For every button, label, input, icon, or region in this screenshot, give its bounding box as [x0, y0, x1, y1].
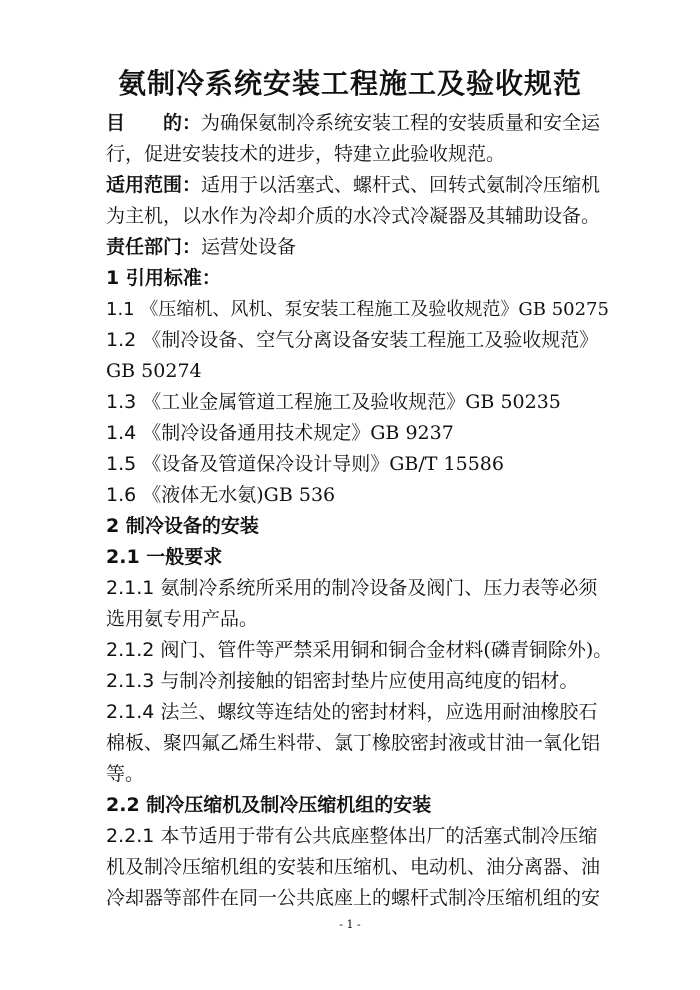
clause-continuation	[106, 728, 606, 759]
item-text: 《压缩机、风机、泵安装工程施工及验收规范》GB 50275	[134, 299, 609, 320]
item-number: 2.1.4	[106, 701, 155, 723]
section-number: 1	[106, 267, 120, 289]
section-number: 2.2	[106, 794, 140, 816]
item-number: 2.1.2	[106, 639, 155, 661]
item-number: 2.1.1	[106, 577, 155, 599]
item-text: GB 50274	[106, 360, 202, 382]
scope-text-1: 适用于以活塞式、螺杆式、回转式氨制冷压缩机	[201, 174, 601, 196]
section-heading	[106, 263, 606, 294]
clause-item	[106, 666, 606, 697]
standard-item	[106, 480, 606, 511]
item-number: 2.2.1	[106, 825, 155, 847]
section-title: 引用标准：	[119, 267, 221, 289]
purpose-line-2	[106, 139, 606, 170]
item-text: 冷却器等部件在同一公共底座上的螺杆式制冷压缩机组的安	[106, 887, 601, 909]
scope-line-2	[106, 201, 606, 232]
item-text: 法兰、螺纹等连结处的密封材料，应选用耐油橡胶石	[154, 701, 598, 723]
clause-item	[106, 573, 606, 604]
section-title: 制冷设备的安装	[119, 515, 259, 537]
section-number: 2.1	[106, 546, 140, 568]
clause-continuation	[106, 852, 606, 883]
subsection-heading	[106, 542, 606, 573]
item-text: 等。	[106, 763, 145, 785]
item-number: 1.2	[106, 329, 137, 351]
clause-continuation	[106, 604, 606, 635]
standard-item	[106, 325, 606, 356]
scope-label: 适用范围：	[106, 174, 202, 196]
standard-item	[106, 294, 609, 325]
section-heading	[106, 511, 606, 542]
item-text: 本节适用于带有公共底座整体出厂的活塞式制冷压缩	[154, 825, 598, 847]
item-text: 《工业金属管道工程施工及验收规范》GB 50235	[136, 391, 561, 413]
item-number: 1.3	[106, 391, 137, 413]
clause-item	[106, 697, 606, 728]
item-text: 《液体无水氨)GB 536	[136, 484, 336, 506]
subsection-heading	[106, 790, 606, 821]
clause-item	[106, 821, 606, 852]
item-number: 2.1.3	[106, 670, 155, 692]
item-number: 1.1	[106, 299, 135, 320]
item-number: 1.5	[106, 453, 137, 475]
section-title: 制冷压缩机及制冷压缩机组的安装	[139, 794, 432, 816]
item-number: 1.4	[106, 422, 137, 444]
section-title: 一般要求	[139, 546, 223, 568]
page-number: - 1 -	[339, 918, 361, 931]
standard-item-continuation	[106, 356, 606, 387]
dept-text: 运营处设备	[201, 236, 297, 258]
document-body	[106, 108, 613, 914]
scope-line-1	[106, 170, 606, 201]
clause-continuation	[106, 759, 606, 790]
item-text: 《制冷设备、空气分离设备安装工程施工及验收规范》	[136, 329, 599, 351]
section-number: 2	[106, 515, 120, 537]
purpose-text-2: 行，促进安装技术的进步，特建立此验收规范。	[106, 143, 506, 165]
dept-line	[106, 232, 606, 263]
item-text: 《制冷设备通用技术规定》GB 9237	[136, 422, 454, 444]
item-text: 棉板、聚四氟乙烯生料带、氯丁橡胶密封液或甘油一氧化铝	[106, 732, 601, 754]
item-text: 阀门、管件等严禁采用铜和铜合金材料(磷青铜除外)。	[154, 639, 613, 661]
item-number: 1.6	[106, 484, 137, 506]
purpose-label: 目 的：	[106, 112, 202, 134]
item-text: 氨制冷系统所采用的制冷设备及阀门、压力表等必须	[154, 577, 598, 599]
scope-text-2: 为主机，以水作为冷却介质的水冷式冷凝器及其辅助设备。	[106, 205, 601, 227]
standard-item	[106, 449, 606, 480]
dept-label: 责任部门：	[106, 236, 202, 258]
clause-continuation	[106, 883, 606, 914]
item-text: 机及制冷压缩机组的安装和压缩机、电动机、油分离器、油	[106, 856, 601, 878]
clause-item	[106, 635, 613, 666]
purpose-line-1	[106, 108, 606, 139]
purpose-text-1: 为确保氨制冷系统安装工程的安装质量和安全运	[201, 112, 601, 134]
item-text: 与制冷剂接触的铝密封垫片应使用高纯度的铝材。	[154, 670, 579, 692]
standard-item	[106, 418, 606, 449]
item-text: 选用氨专用产品。	[106, 608, 259, 630]
standard-item	[106, 387, 606, 418]
item-text: 《设备及管道保冷设计导则》GB/T 15586	[136, 453, 504, 475]
document-title: 氨制冷系统安装工程施工及验收规范	[117, 67, 582, 100]
